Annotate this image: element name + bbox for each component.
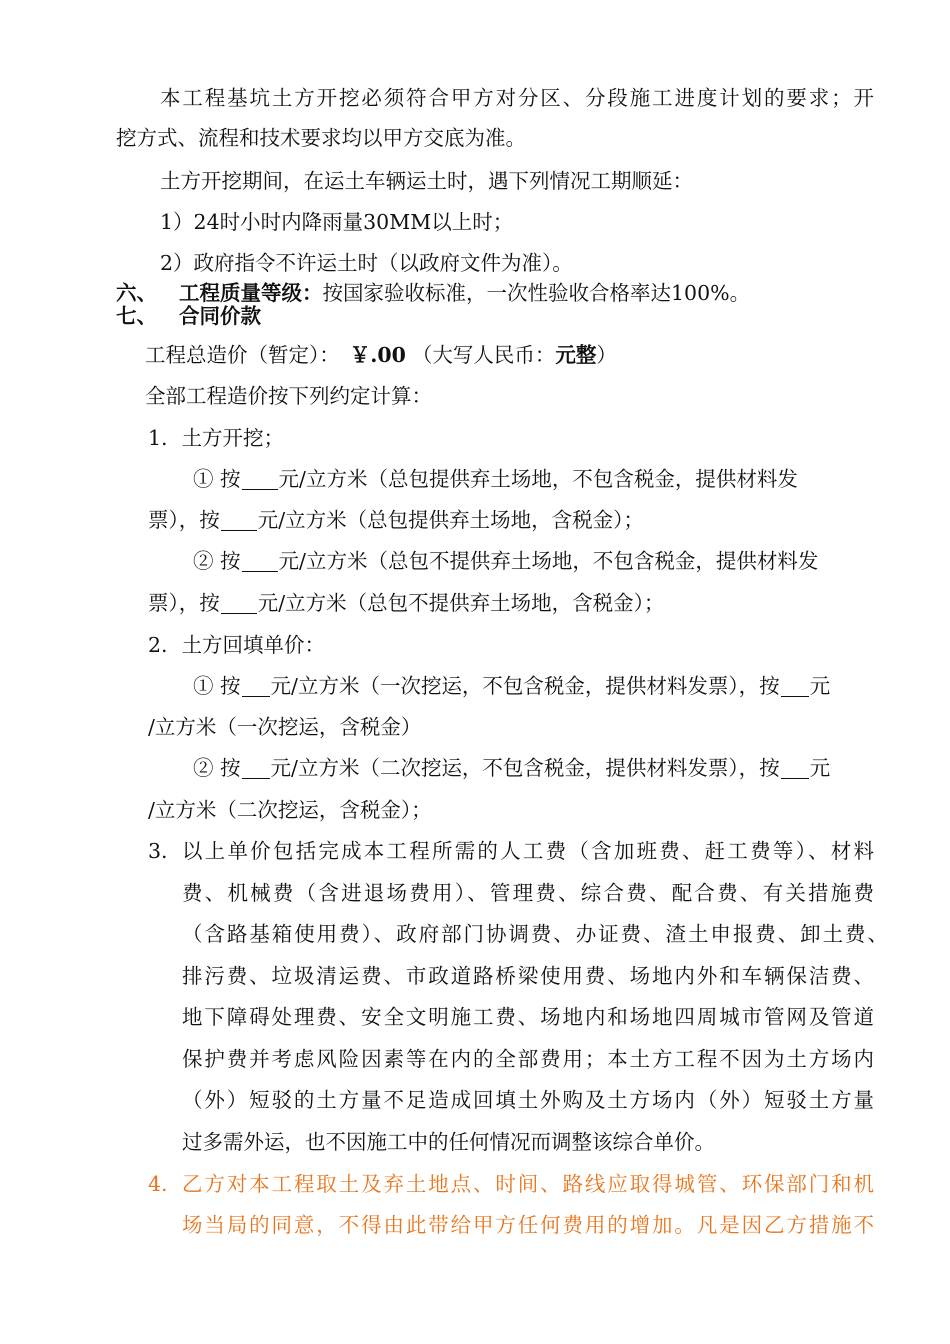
total-price-cn-label: （大写人民币： — [411, 343, 556, 367]
paragraph-line: 挖方式、流程和技术要求均以甲方交底为准。 — [116, 126, 526, 150]
paragraph-line: 地下障碍处理费、安全文明施工费、场地内和场地四周城市管网及管道 — [182, 1005, 874, 1029]
paragraph-line — [148, 589, 664, 617]
total-price-label: 工程总造价（暂定）： — [145, 343, 340, 367]
paragraph-line — [193, 754, 830, 782]
text-segment: 元/立方米（总包不提供弃土场地，含税金）； — [257, 591, 665, 615]
paragraph-line — [193, 465, 798, 493]
list-number: 2. — [148, 633, 168, 657]
text-segment: 元/立方米（总包提供弃土场地，含税金）； — [257, 508, 644, 532]
list-number: 3. — [148, 839, 168, 863]
list-item-heading — [148, 631, 325, 659]
text-segment: 元 — [809, 756, 831, 780]
section-number: 七、 — [116, 304, 157, 328]
paragraph-line: 本工程基坑土方开挖必须符合甲方对分区、分段施工进度计划的要求；开 — [160, 86, 874, 110]
fill-blank — [781, 758, 809, 779]
text-segment: 元/立方米（一次挖运，不包含税金，提供材料发票），按 — [270, 674, 780, 698]
paragraph-line — [193, 547, 818, 575]
text-segment: 元/立方米（二次挖运，不包含税金，提供材料发票），按 — [270, 756, 780, 780]
text-segment: 元/立方米（总包不提供弃土场地，不包含税金，提供材料发 — [278, 549, 819, 573]
text-segment: ① 按 — [193, 674, 241, 698]
text-segment: ② 按 — [193, 756, 241, 780]
fill-blank — [242, 758, 270, 779]
text-segment: 元 — [809, 674, 831, 698]
paragraph-line — [148, 506, 644, 534]
paragraph-line: （含路基箱使用费）、政府部门协调费、办证费、渣土申报费、卸土费、 — [182, 922, 888, 946]
paragraph-line — [193, 672, 830, 700]
list-title: 土方开挖； — [181, 426, 285, 450]
list-item: 1）24时小时内降雨量30MM以上时； — [160, 210, 514, 234]
section-title: 工程质量等级： — [179, 281, 323, 305]
text-segment: 元/立方米（总包提供弃土场地，不包含税金，提供材料发 — [278, 467, 798, 491]
paragraph-line: 以上单价包括完成本工程所需的人工费（含加班费、赶工费等）、材料 — [182, 839, 874, 863]
fill-blank — [221, 510, 257, 531]
fill-blank — [221, 593, 257, 614]
list-title: 土方回填单价： — [181, 633, 326, 657]
highlighted-line: 场当局的同意，不得由此带给甲方任何费用的增加。凡是因乙方措施不 — [182, 1213, 874, 1237]
paragraph-line: /立方米（二次挖运，含税金）； — [148, 798, 432, 822]
section-text: 按国家验收标准，一次性验收合格率达100%。 — [322, 281, 751, 305]
paragraph-line: 排污费、垃圾清运费、市政道路桥梁使用费、场地内外和车辆保洁费、 — [182, 964, 874, 988]
text-segment: ② 按 — [193, 549, 241, 573]
fill-blank — [242, 469, 278, 490]
text-segment: 票），按 — [148, 508, 220, 532]
list-item-heading — [148, 424, 284, 452]
text-segment: 票），按 — [148, 591, 220, 615]
total-price-value: ￥.00 — [349, 343, 406, 367]
total-price-cn-close: ） — [596, 343, 617, 367]
paragraph-line: 过多需外运，也不因施工中的任何情况而调整该综合单价。 — [182, 1130, 715, 1154]
list-item: 2）政府指令不许运土时（以政府文件为准）。 — [160, 251, 573, 275]
section-heading-7 — [116, 302, 261, 330]
paragraph-line: 费、机械费（含进退场费用）、管理费、综合费、配合费、有关措施费 — [182, 881, 874, 905]
highlighted-line: 乙方对本工程取土及弃土地点、时间、路线应取得城管、环保部门和机 — [182, 1172, 874, 1196]
fill-blank — [242, 551, 278, 572]
paragraph-line: （外）短驳的土方量不足造成回填土外购及土方场内（外）短驳土方量 — [182, 1088, 874, 1112]
total-price-cn-value: 元整 — [555, 343, 597, 367]
list-number: 4. — [148, 1172, 168, 1196]
paragraph-line: 全部工程造价按下列约定计算： — [145, 384, 432, 408]
text-segment: ① 按 — [193, 467, 241, 491]
paragraph-line: /立方米（一次挖运，含税金） — [148, 715, 422, 739]
total-price-line — [145, 341, 617, 369]
section-number: 六、 — [116, 281, 157, 305]
paragraph-line: 土方开挖期间，在运土车辆运土时，遇下列情况工期顺延： — [160, 169, 693, 193]
paragraph-line: 保护费并考虑风险因素等在内的全部费用；本土方工程不因为土方场内 — [182, 1047, 874, 1071]
section-title: 合同价款 — [179, 304, 261, 328]
fill-blank — [781, 676, 809, 697]
fill-blank — [242, 676, 270, 697]
list-number: 1. — [148, 426, 168, 450]
